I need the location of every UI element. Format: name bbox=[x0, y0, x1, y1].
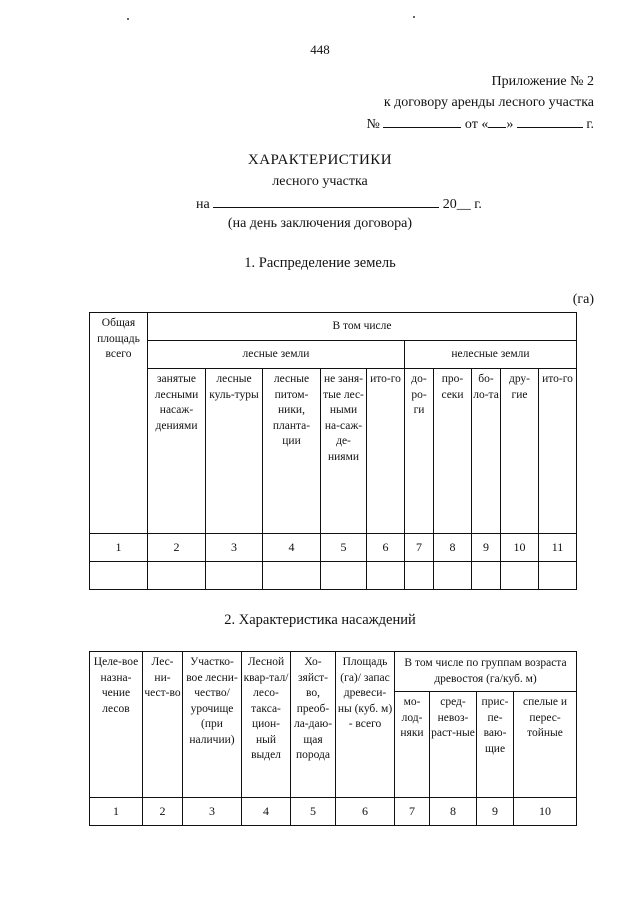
scan-speck bbox=[127, 18, 129, 20]
date-blank bbox=[213, 195, 439, 208]
number-blank bbox=[383, 115, 461, 128]
col-number: 4 bbox=[263, 534, 321, 562]
col-clearings: про-секи bbox=[434, 369, 472, 534]
empty-cell[interactable] bbox=[501, 562, 539, 590]
on-label: на bbox=[196, 197, 210, 212]
appendix-line1: Приложение № 2 bbox=[491, 74, 594, 89]
appendix-number-line bbox=[367, 115, 594, 134]
col-number: 2 bbox=[143, 798, 183, 826]
empty-cell[interactable] bbox=[148, 562, 206, 590]
col-other: дру-гие bbox=[501, 369, 539, 534]
year-suffix: г. bbox=[586, 117, 594, 132]
month-blank bbox=[517, 115, 583, 128]
stand-characteristics-table bbox=[89, 651, 577, 826]
col-number: 6 bbox=[336, 798, 395, 826]
col-forest-total: ито-го bbox=[367, 369, 405, 534]
number-label: № bbox=[366, 117, 380, 132]
empty-cell[interactable] bbox=[90, 562, 148, 590]
col-forestry: Лес-ни-чест-во bbox=[143, 652, 183, 798]
empty-cell[interactable] bbox=[263, 562, 321, 590]
appendix-line2: к договору аренды лесного участка bbox=[383, 95, 594, 110]
section1-title: 1. Распределение земель bbox=[244, 255, 396, 271]
col-number: 7 bbox=[405, 534, 434, 562]
year-field: 20__ г. bbox=[442, 197, 482, 212]
col-number: 8 bbox=[430, 798, 477, 826]
empty-cell[interactable] bbox=[206, 562, 263, 590]
col-number: 10 bbox=[514, 798, 577, 826]
col-economy-species: Хо-зяйст-во, преоб-ла-даю-щая порода bbox=[291, 652, 336, 798]
col-occupied-forest: занятые лесными насаж-дениями bbox=[148, 369, 206, 534]
col-number: 9 bbox=[472, 534, 501, 562]
col-nonforest-total: ито-го bbox=[539, 369, 577, 534]
total-area-header: Общая площадь всего bbox=[90, 313, 148, 534]
col-roads: до-ро-ги bbox=[405, 369, 434, 534]
col-number: 5 bbox=[291, 798, 336, 826]
scan-speck bbox=[413, 16, 415, 18]
col-number: 8 bbox=[434, 534, 472, 562]
col-young: мо-лод-няки bbox=[395, 692, 430, 798]
col-number: 6 bbox=[367, 534, 405, 562]
from-label: от « bbox=[464, 117, 489, 132]
col-number: 9 bbox=[477, 798, 514, 826]
col-middle-aged: сред-невоз-раст-ные bbox=[430, 692, 477, 798]
forest-lands-header: лесные земли bbox=[148, 341, 405, 369]
empty-cell[interactable] bbox=[367, 562, 405, 590]
doc-subtitle: лесного участка bbox=[272, 174, 368, 189]
col-number: 5 bbox=[321, 534, 367, 562]
col-swamps: бо-ло-та bbox=[472, 369, 501, 534]
date-line bbox=[196, 195, 482, 213]
col-number: 11 bbox=[539, 534, 577, 562]
col-quarter-allotment: Лесной квар-тал/ лесо-такса-цион-ный выдел bbox=[242, 652, 291, 798]
empty-cell[interactable] bbox=[472, 562, 501, 590]
col-number: 1 bbox=[90, 798, 143, 826]
col-forest-cultures: лесные куль-туры bbox=[206, 369, 263, 534]
col-district-forestry: Участко-вое лесни-чество/ урочище (при наличии) bbox=[183, 652, 242, 798]
col-area-stock: Площадь (га)/ запас древеси-ны (куб. м) - всего bbox=[336, 652, 395, 798]
empty-cell[interactable] bbox=[321, 562, 367, 590]
col-number: 10 bbox=[501, 534, 539, 562]
empty-cell[interactable] bbox=[434, 562, 472, 590]
col-unoccupied: не заня-тые лес-ными на-саж-де-ниями bbox=[321, 369, 367, 534]
col-number: 3 bbox=[183, 798, 242, 826]
col-number: 2 bbox=[148, 534, 206, 562]
col-mature-overmature: спелые и перес-тойные bbox=[514, 692, 577, 798]
section2-title: 2. Характеристика насаждений bbox=[224, 612, 416, 628]
col-number: 4 bbox=[242, 798, 291, 826]
unit-label: (га) bbox=[572, 292, 594, 307]
including-header: В том числе bbox=[148, 313, 577, 341]
age-groups-header: В том числе по группам возраста древостоя (га/куб. м) bbox=[395, 652, 577, 692]
col-nurseries: лесные питом-ники, планта-ции bbox=[263, 369, 321, 534]
col-number: 7 bbox=[395, 798, 430, 826]
doc-title: ХАРАКТЕРИСТИКИ bbox=[247, 152, 393, 168]
date-note: (на день заключения договора) bbox=[227, 216, 413, 231]
quote-close: » bbox=[506, 117, 514, 132]
day-blank bbox=[488, 115, 506, 128]
nonforest-lands-header: нелесные земли bbox=[405, 341, 577, 369]
empty-data-row bbox=[90, 562, 577, 590]
land-distribution-table bbox=[89, 312, 577, 590]
col-purpose: Целе-вое назна-чение лесов bbox=[90, 652, 143, 798]
page-number: 448 bbox=[310, 42, 330, 57]
empty-cell[interactable] bbox=[405, 562, 434, 590]
col-number: 3 bbox=[206, 534, 263, 562]
empty-cell[interactable] bbox=[539, 562, 577, 590]
col-maturing: прис-пе-ваю-щие bbox=[477, 692, 514, 798]
col-number: 1 bbox=[90, 534, 148, 562]
